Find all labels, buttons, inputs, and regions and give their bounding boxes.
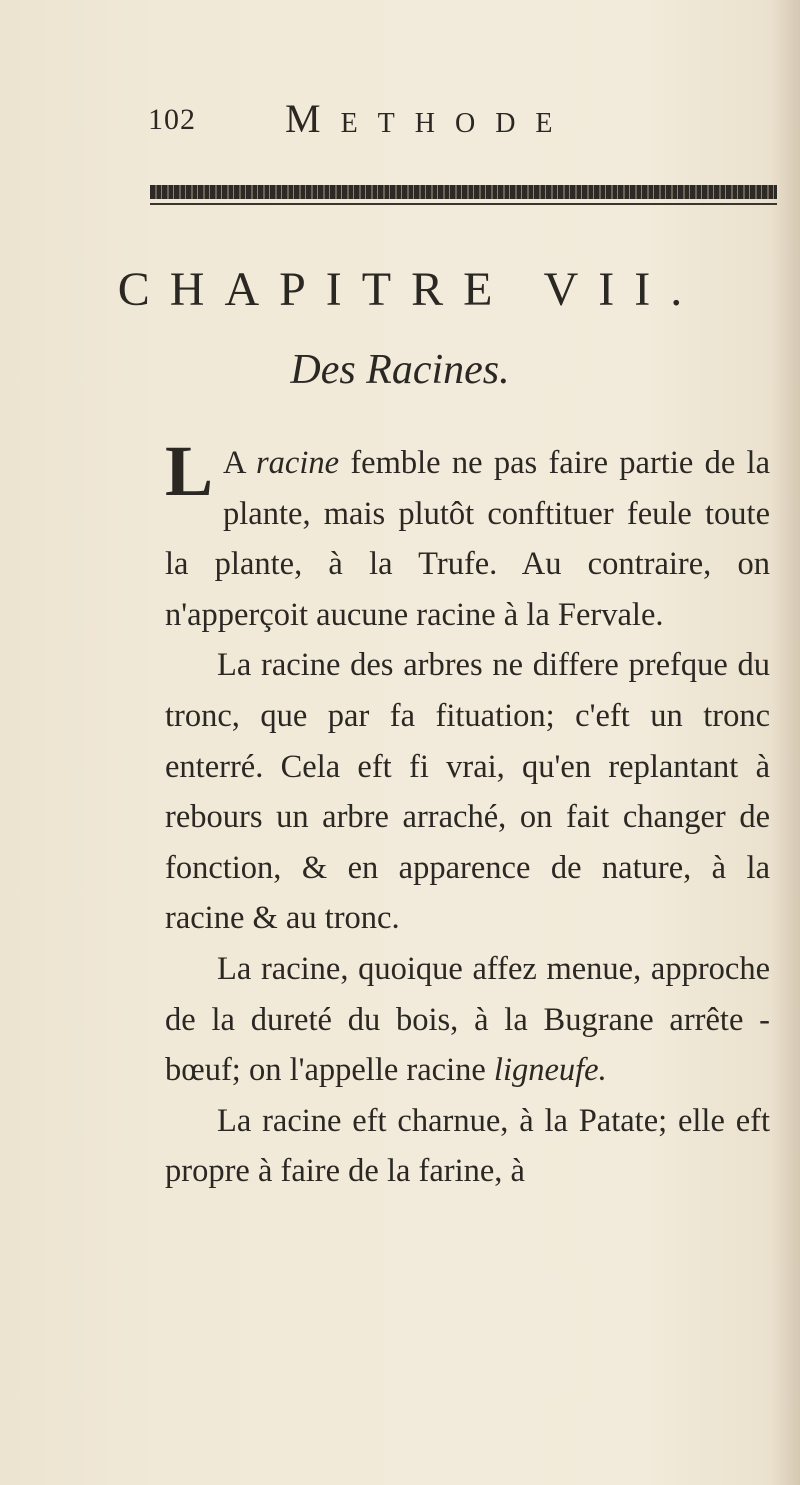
running-header [0, 95, 800, 145]
paragraph-text: La racine des arbres ne differe prefque du tronc, que par fa fituation; c'eft un tronc enterré. Cela eft fi vrai, qu'en replantant à rebours un arbre arraché, on fait changer de fonction, & en apparence de nature, à la racine & au tronc. [165, 647, 770, 937]
paragraph-4 [165, 1096, 770, 1197]
chapter-title: CHAPITRE VII. [117, 263, 703, 316]
paragraph-2 [165, 640, 770, 944]
ornamental-rule [150, 185, 777, 199]
body-text [165, 431, 770, 1197]
lead-caps: A [223, 445, 245, 481]
italic-term: ligneufe. [493, 1052, 607, 1089]
paragraph-3 [165, 944, 770, 1096]
lead-italic: racine [256, 445, 340, 481]
header-rule [150, 203, 777, 205]
paragraph-text: La racine, quoique affez menue, approche de la dureté du bois, à la Bugrane arrête - bœuf; on l'appelle racine [165, 950, 770, 1089]
paragraph-text: La racine eft charnue, à la Patate; elle eft propre à faire de la farine, à [165, 1102, 770, 1190]
page-number: 102 [148, 103, 196, 136]
drop-cap: L [165, 431, 214, 511]
section-title: Des Racines. [290, 347, 510, 393]
page-edge-shadow [770, 0, 800, 1485]
paragraph-1 [165, 431, 770, 640]
paragraph-text: femble ne pas faire partie de la plante, mais plutôt conftituer feule toute la plante, à la Trufe. Au contraire, on n'apperçoit aucune racine à la Fervale. [165, 445, 770, 633]
running-title: Methode [285, 96, 573, 141]
